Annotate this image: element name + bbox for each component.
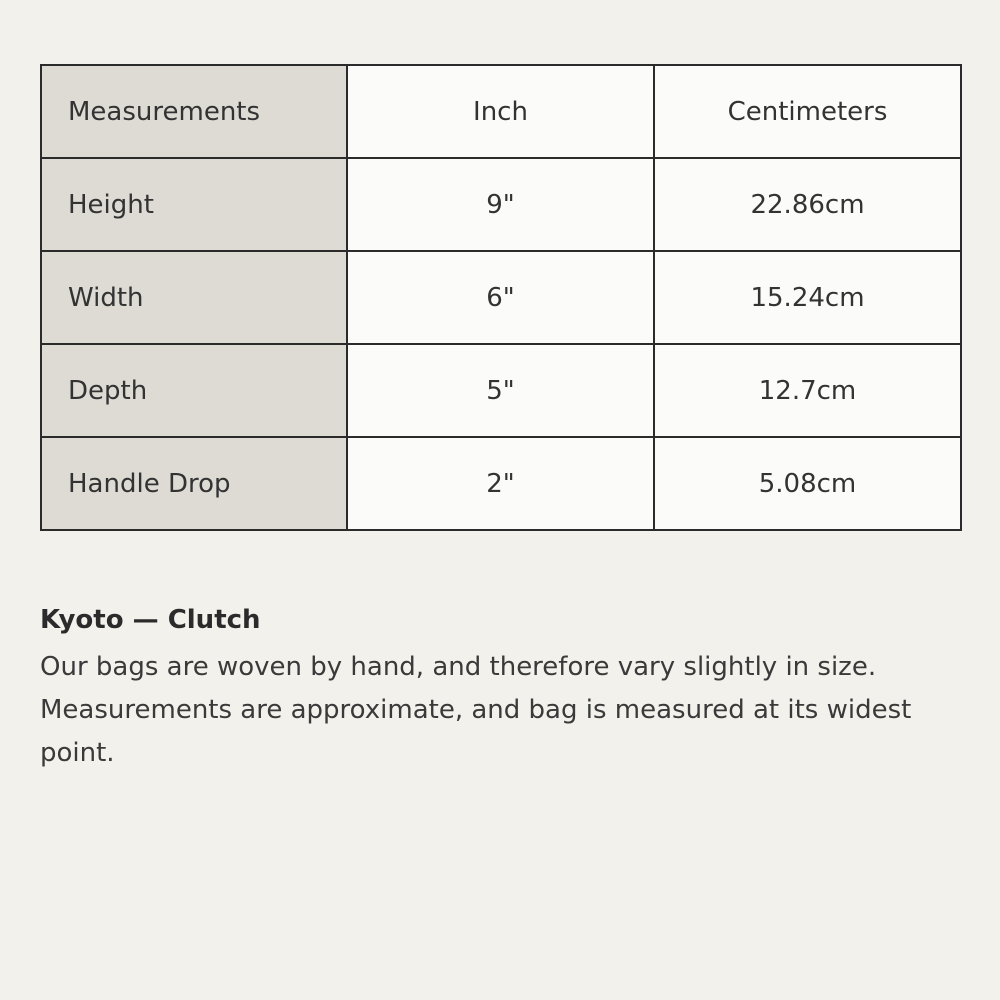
cm-value: 5.08cm — [654, 437, 961, 530]
table-row — [41, 251, 961, 344]
row-label: Depth — [41, 344, 347, 437]
inch-value: 5" — [347, 344, 654, 437]
size-chart-table — [40, 64, 962, 531]
cm-value: 22.86cm — [654, 158, 961, 251]
row-label: Height — [41, 158, 347, 251]
row-label: Width — [41, 251, 347, 344]
inch-value: 2" — [347, 437, 654, 530]
inch-value: 6" — [347, 251, 654, 344]
product-description: Our bags are woven by hand, and therefore vary slightly in size. Measurements are approximate, and bag is measured at its widest point. — [40, 652, 912, 768]
product-note — [40, 600, 970, 775]
inch-value: 9" — [347, 158, 654, 251]
product-title: Kyoto — Clutch — [40, 605, 261, 635]
table-header-row — [41, 65, 961, 158]
cm-value: 15.24cm — [654, 251, 961, 344]
row-label: Handle Drop — [41, 437, 347, 530]
table-row — [41, 158, 961, 251]
header-inch: Inch — [347, 65, 654, 158]
table-row — [41, 437, 961, 530]
table-row — [41, 344, 961, 437]
cm-value: 12.7cm — [654, 344, 961, 437]
header-measurements: Measurements — [41, 65, 347, 158]
header-centimeters: Centimeters — [654, 65, 961, 158]
